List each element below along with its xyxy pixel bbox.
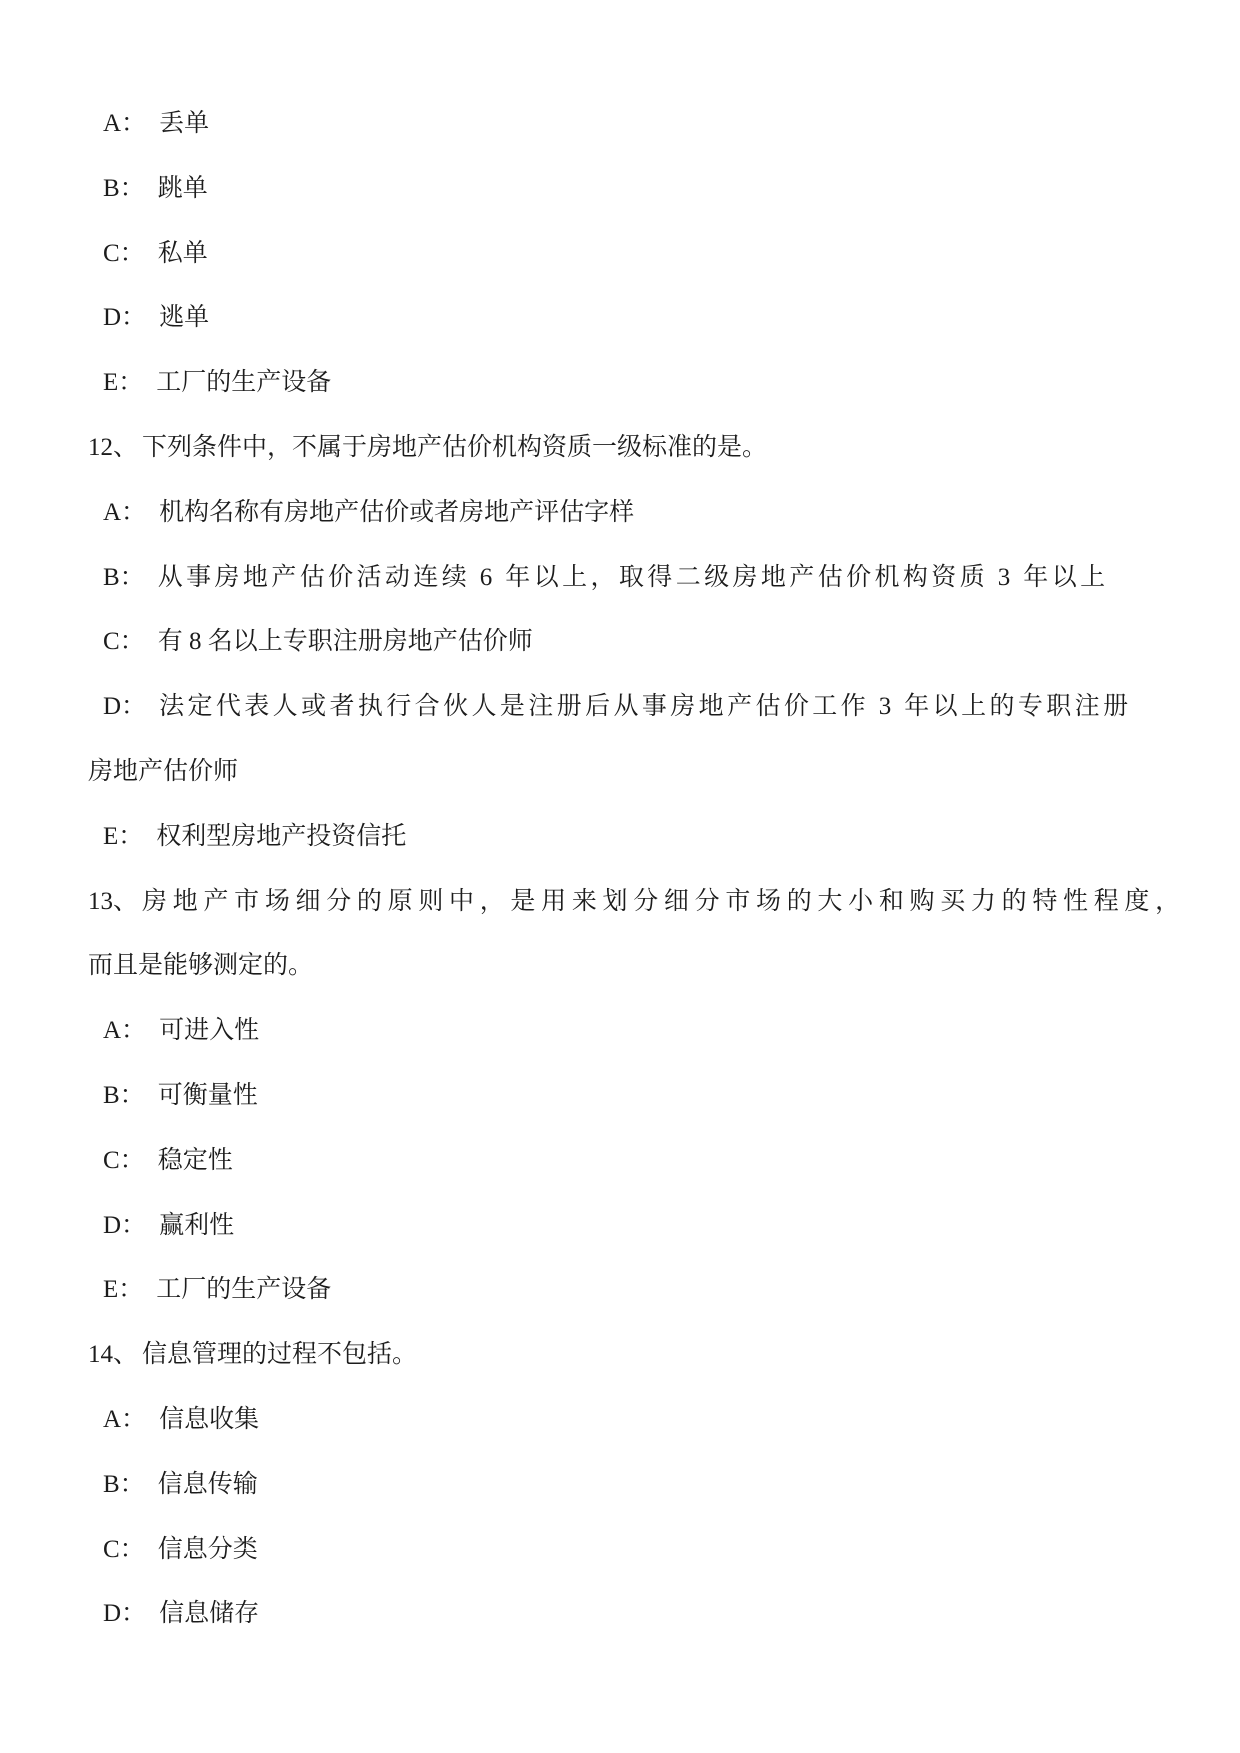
question-number: 12、 <box>88 433 139 461</box>
option-text: 信息收集 <box>159 1405 260 1433</box>
option-line <box>88 610 1180 675</box>
option-text: 跳单 <box>157 174 208 202</box>
option-line <box>88 1518 1180 1583</box>
option-label: A： <box>103 498 147 526</box>
option-line <box>88 222 1180 287</box>
option-line <box>88 546 1180 611</box>
option-text: 法定代表人或者执行合伙人是注册后从事房地产估价工作 3 年以上的专职注册 <box>159 693 1132 721</box>
question-number: 14、 <box>88 1341 139 1369</box>
option-label: D： <box>103 1600 147 1628</box>
option-label: D： <box>103 693 147 721</box>
option-label: B： <box>103 174 145 202</box>
option-text: 丢单 <box>159 110 210 137</box>
option-line <box>88 481 1180 546</box>
question-text: 而且是能够测定的。 <box>88 952 314 980</box>
option-text: 信息储存 <box>159 1600 260 1628</box>
option-text: 权利型房地产投资信托 <box>156 822 407 850</box>
option-line <box>88 805 1180 870</box>
question-text: 房地产市场细分的原则中，是用来划分细分市场的大小和购买力的特性程度， <box>142 887 1186 915</box>
option-text: 可衡量性 <box>157 1081 258 1109</box>
option-label: D： <box>103 304 147 332</box>
option-label: C： <box>103 628 145 656</box>
option-line <box>88 1129 1180 1194</box>
option-label: B： <box>103 1081 145 1109</box>
option-line <box>88 1194 1180 1259</box>
option-line <box>88 1388 1180 1453</box>
option-label: E： <box>103 1276 144 1304</box>
option-text: 工厂的生产设备 <box>156 369 332 397</box>
option-line <box>88 286 1180 351</box>
question-text: 下列条件中，不属于房地产估价机构资质一级标准的是。 <box>142 433 768 461</box>
option-line <box>88 1258 1180 1323</box>
option-text: 稳定性 <box>157 1146 233 1174</box>
option-line <box>88 1064 1180 1129</box>
option-label: E： <box>103 822 144 850</box>
option-label: A： <box>103 1405 147 1433</box>
option-line <box>88 92 1180 157</box>
option-label: B： <box>103 1470 145 1498</box>
option-label: B： <box>103 563 145 591</box>
question-number: 13、 <box>88 887 139 915</box>
question-line <box>88 416 1180 481</box>
option-line <box>88 675 1180 740</box>
option-text: 信息传输 <box>157 1470 258 1498</box>
question-continuation-line <box>88 934 1180 999</box>
option-line <box>88 351 1180 416</box>
option-text: 可进入性 <box>159 1017 260 1045</box>
question-line <box>88 1323 1180 1388</box>
question-text: 信息管理的过程不包括。 <box>142 1341 418 1369</box>
option-label: A： <box>103 1017 147 1045</box>
option-text: 信息分类 <box>157 1535 258 1563</box>
option-line <box>88 1582 1180 1647</box>
option-label: C： <box>103 239 145 267</box>
option-label: E： <box>103 369 144 397</box>
option-label: C： <box>103 1535 145 1563</box>
question-line <box>88 870 1186 935</box>
option-text: 有 8 名以上专职注册房地产估价师 <box>157 628 533 656</box>
option-text: 工厂的生产设备 <box>156 1276 332 1304</box>
option-line <box>88 157 1180 222</box>
option-label: A： <box>103 110 147 137</box>
option-line <box>88 999 1180 1064</box>
option-text: 私单 <box>157 239 208 267</box>
option-line <box>88 1453 1180 1518</box>
option-text: 从事房地产估价活动连续 6 年以上，取得二级房地产估价机构资质 3 年以上 <box>157 563 1109 591</box>
option-label: C： <box>103 1146 145 1174</box>
option-continuation-line <box>88 740 1180 805</box>
option-label: D： <box>103 1211 147 1239</box>
option-text: 房地产估价师 <box>88 757 239 785</box>
option-text: 赢利性 <box>159 1211 235 1239</box>
option-text: 机构名称有房地产估价或者房地产评估字样 <box>159 498 635 526</box>
option-text: 逃单 <box>159 304 210 332</box>
